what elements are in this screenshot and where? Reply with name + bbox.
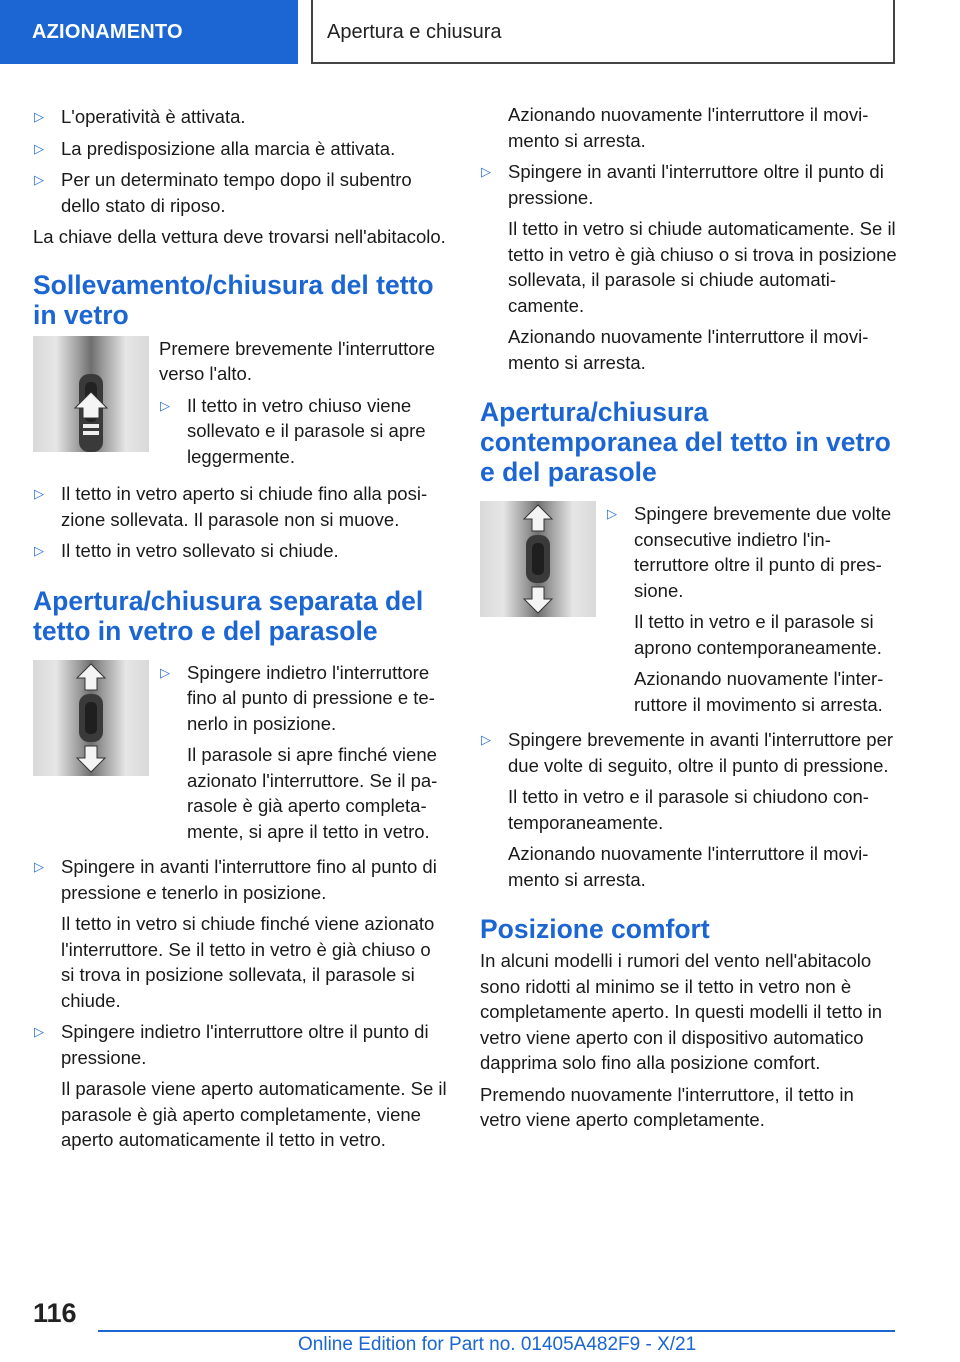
list-item: ▷ Spingere in avanti l'interruttore oltre il punto di pressione. (481, 161, 884, 208)
triangle-bullet-icon: ▷ (481, 164, 491, 179)
triangle-bullet-icon: ▷ (34, 486, 44, 501)
page-number: 116 (33, 1298, 77, 1328)
header-section: AZIONAMENTO (0, 0, 298, 64)
triangle-bullet-icon: ▷ (160, 664, 170, 680)
left-column: ▷ L'operatività è attivata. ▷ La predisposizione alla marcia è attivata. ▷ Per un determinato tempo dopo il subentro dello stato di riposo. La chiave della vettura deve trovarsi nell'abitacolo. Sollevamento/chiusura del tetto in vetro Premere brevemente l'interruttore verso l'alto. ▷ Il tetto in vetro chiuso viene sollevato e il parasole si apre leggermente. ▷ Il tetto in vetro aperto si chiude fino alla posizione sollevata. Il parasole non si muove. ▷ Il tetto in vetro sollevato si chiude. Apertura/chiusura separata del tetto in vetro e del parasole ▷ Spingere indietro l'interruttore fino al punto di pressione e tenerlo in posizione. Il parasole si apre finché viene azionato l'interruttore. Se il parasole è già aperto completamente, si apre il tetto in vetro. ▷ Spingere in avanti l'interruttore fino al punto di pressione e tenerlo in posizione. Il tetto in vetro si chiude finché viene azionato l'interruttore. Se il tetto in vetro è già chiuso o si trova in posizione sollevata, il parasole si chiude. ▷ Spingere indietro l'interruttore oltre il punto di pressione. Il parasole viene aperto automaticamente. Se il parasole è già aperto completamente, viene aperto automaticamente il tetto in vetro. (33, 106, 447, 1150)
list-item: ▷ Spingere brevemente in avanti l'interruttore per due volte di seguito, oltre il punto di pressione. (481, 729, 894, 776)
header-chapter: Apertura e chiusura (311, 0, 895, 64)
heading-separate: Apertura/chiusura separata del tetto in vetro e del parasole (33, 585, 424, 646)
simultaneous-block: ▷ Spingere brevemente due volte consecutive indietro l'interruttore oltre il punto di pressione. Il tetto in vetro e il parasole si aprono contemporaneamente. Azionando nuovamente l'interruttore il movimento si arresta. (480, 501, 897, 723)
triangle-bullet-icon: ▷ (160, 397, 170, 413)
list-item: ▷ L'operatività è attivata. (33, 104, 448, 130)
list-item: ▷ La predisposizione alla marcia è attivata. (33, 136, 448, 162)
right-column: Azionando nuovamente l'interruttore il movimento si arresta. ▷ Spingere in avanti l'interruttore oltre il punto di pressione. Il tetto in vetro si chiude automaticamente. Se il tetto in vetro è già chiuso o si trova in posizione sollevata, il parasole si chiude automaticamente. Azionando nuovamente l'interruttore il movimento si arresta. Apertura/chiusura contemporanea del tetto in vetro e del parasole ▷ Spingere brevemente due volte consecutive indietro l'interruttore oltre il punto di pressione. Il tetto in vetro e il parasole si aprono contemporaneamente. Azionando nuovamente l'interruttore il movimento si arresta. ▷ Spingere brevemente in avanti l'interruttore per due volte di seguito, oltre il punto di pressione. Il tetto in vetro e il parasole si chiudono contemporaneamente. Azionando nuovamente l'interruttore il movimento si arresta. Posizione comfort In alcuni modelli i rumori del vento nell'abitacolo sono ridotti al minimo se il tetto in vetro non è completamente aperto. In questi modelli il tetto in vetro viene aperto con il dispositivo automatico dapprima solo fino alla posizione comfort. Premendo nuovamente l'interruttore, il tetto in vetro viene aperto completamente. (480, 104, 897, 1130)
switch-double-image (480, 501, 596, 617)
triangle-bullet-icon: ▷ (481, 732, 491, 747)
list-item: ▷ Per un determinato tempo dopo il subentro dello stato di riposo. (34, 169, 412, 216)
triangle-bullet-icon: ▷ (34, 109, 44, 124)
switch-back-image (33, 660, 149, 776)
heading-simultaneous: Apertura/chiusura contemporanea del tetto in vetro e del parasole (480, 397, 891, 487)
triangle-bullet-icon: ▷ (34, 1024, 44, 1039)
separate-block: ▷ Spingere indietro l'interruttore fino al punto di pressione e tenerlo in posizione. Il parasole si apre finché viene azionato l'interruttore. Se il parasole è già aperto completamente, si apre il tetto in vetro. (33, 660, 448, 851)
key-note: La chiave della vettura deve trovarsi nell'abitacolo. (33, 226, 446, 247)
list-item: ▷ Spingere indietro l'interruttore fino al punto di pressione e tenerlo in posizione. (160, 661, 435, 734)
list-item: ▷ Spingere indietro l'interruttore oltre il punto di pressione. (34, 1021, 429, 1068)
footer-divider (98, 1330, 895, 1332)
list-item: ▷ Il tetto in vetro aperto si chiude fino alla posizione sollevata. Il parasole non si muove. (34, 483, 428, 530)
switch-up-image (33, 336, 149, 452)
heading-comfort: Posizione comfort (480, 914, 710, 944)
lift-block: Premere brevemente l'interruttore verso l'alto. ▷ Il tetto in vetro chiuso viene sollevato e il parasole si apre leggermente. (33, 336, 448, 476)
list-item: ▷ Il tetto in vetro chiuso viene sollevato e il parasole si apre leggermente. (160, 394, 426, 467)
heading-lift: Sollevamento/chiusura del tetto in vetro (33, 269, 434, 330)
list-item: ▷ Il tetto in vetro sollevato si chiude. (33, 538, 448, 564)
triangle-bullet-icon: ▷ (34, 140, 44, 156)
list-item: ▷ Spingere brevemente due volte consecutive indietro l'interruttore oltre il punto di pressione. (607, 503, 892, 601)
footer-edition: Online Edition for Part no. 01405A482F9 - X/21 (298, 1334, 697, 1355)
list-item: ▷ Spingere in avanti l'interruttore fino al punto di pressione e tenerlo in posizione. (34, 856, 437, 903)
triangle-bullet-icon: ▷ (34, 172, 44, 187)
triangle-bullet-icon: ▷ (34, 543, 44, 558)
triangle-bullet-icon: ▷ (607, 506, 617, 521)
triangle-bullet-icon: ▷ (34, 859, 44, 874)
